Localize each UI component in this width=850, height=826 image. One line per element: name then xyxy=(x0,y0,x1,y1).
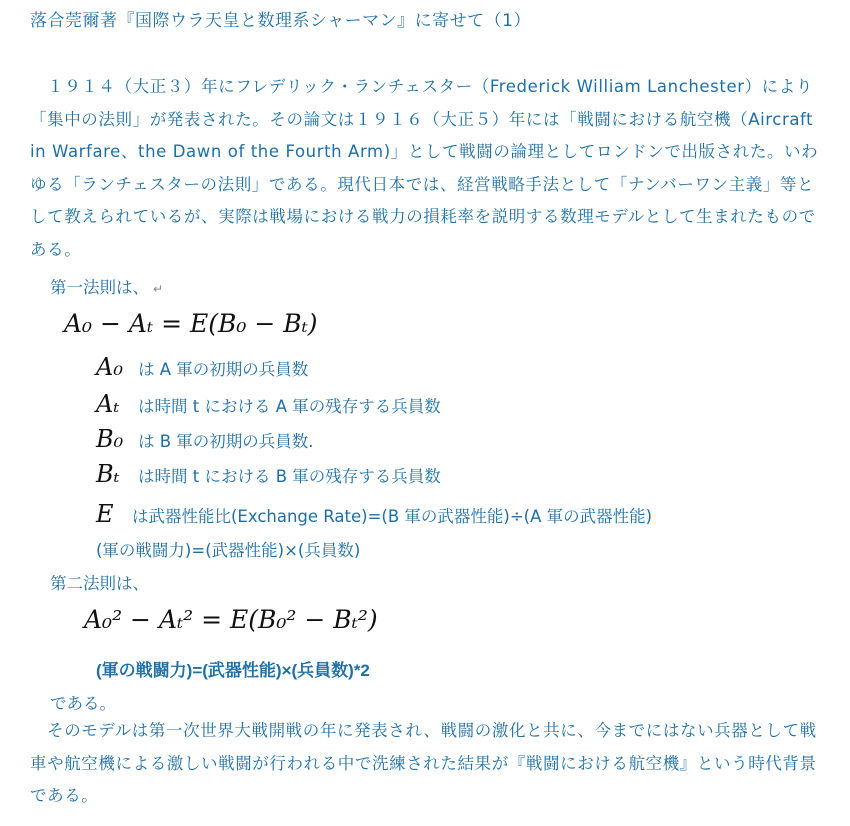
definition-bt xyxy=(96,460,441,488)
definition-text: は B 軍の初期の兵員数. xyxy=(138,432,314,451)
definition-text: は時間 t における B 軍の残存する兵員数 xyxy=(138,467,441,486)
definition-symbol: Aₜ xyxy=(96,390,120,418)
combat-power-formula-1: (軍の戦闘力)=(武器性能)×(兵員数) xyxy=(96,541,361,560)
definition-at xyxy=(96,390,441,418)
combat-power-formula-2: (軍の戦闘力)=(武器性能)×(兵員数)*2 xyxy=(96,661,370,680)
definition-text: は A 軍の初期の兵員数 xyxy=(138,360,309,379)
second-law-label: 第二法則は、 xyxy=(50,574,149,593)
page-title: 落合莞爾著『国際ウラ天皇と数理系シャーマン』に寄せて（1） xyxy=(30,11,531,31)
definition-symbol: E xyxy=(96,500,114,528)
first-law-label-row xyxy=(50,274,163,298)
definition-symbol: B₀ xyxy=(96,425,124,453)
definition-symbol: A₀ xyxy=(96,353,123,381)
definition-text: は時間 t における A 軍の残存する兵員数 xyxy=(138,397,441,416)
definition-a0 xyxy=(96,353,308,381)
return-mark-icon: ↵ xyxy=(153,282,164,296)
second-law-equation: A₀² − Aₜ² = E(B₀² − Bₜ²) xyxy=(84,605,378,634)
definition-b0 xyxy=(96,425,314,453)
definition-text: は武器性能比(Exchange Rate)=(B 軍の武器性能)÷(A 軍の武器性能) xyxy=(132,507,653,526)
closing-paragraph: そのモデルは第一次世界大戦開戦の年に発表され、戦闘の激化と共に、今までにはない兵器として戦車や航空機による激しい戦闘が行われる中で洗練された結果が『戦闘における航空機』という時代背景である。 xyxy=(30,721,817,805)
definition-e xyxy=(96,500,652,528)
intro-paragraph: １９１４（大正３）年にフレデリック・ランチェスター（Frederick William Lanchester）により「集中の法則」が発表された。その論文は１９１６（大正５）年には「戦闘における航空機（Aircraft in Warfare、the Dawn of the Fourth Arm)」として戦闘の論理としてロンドンで出版された。いわゆる「ランチェスターの法則」である。現代日本では、経営戦略手法として「ナンバーワン主義」等として教えられているが、実際は戦場における戦力の損耗率を説明する数理モデルとして生まれたものである。 xyxy=(30,77,819,259)
first-law-label: 第一法則は、 xyxy=(50,278,149,297)
dearu-text: である。 xyxy=(50,694,116,713)
first-law-equation: A₀ − Aₜ = E(B₀ − Bₜ) xyxy=(64,309,318,338)
definition-symbol: Bₜ xyxy=(96,460,120,488)
